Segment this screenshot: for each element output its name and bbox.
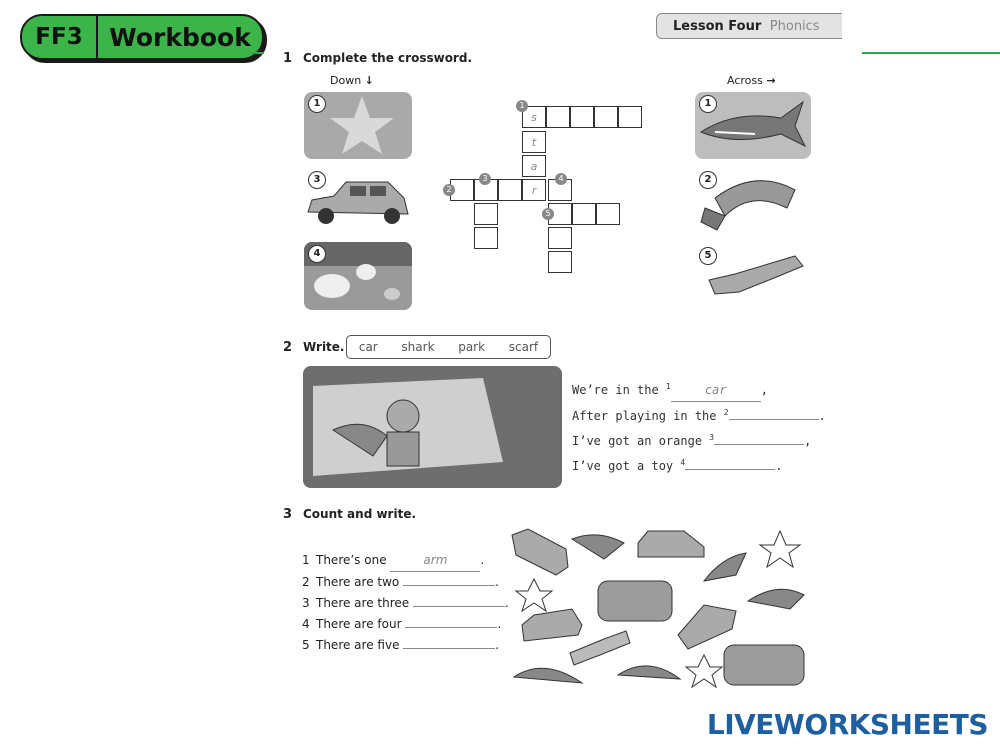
word-bank-item: car — [358, 340, 378, 354]
across-heading — [727, 74, 776, 87]
picture-car — [304, 168, 412, 230]
answer-blank[interactable] — [729, 419, 819, 420]
answer-blank[interactable] — [714, 444, 804, 445]
grid-cell[interactable] — [572, 203, 596, 225]
item-text: There are three — [316, 596, 410, 610]
picture-number: 4 — [308, 245, 326, 263]
grid-cell-letter[interactable]: a — [522, 155, 546, 177]
answer-blank[interactable] — [403, 648, 495, 649]
crossword-grid — [440, 100, 660, 280]
grid-cell[interactable] — [596, 203, 620, 225]
exercise-1-heading — [283, 51, 472, 66]
arrow-down-icon: ↓ — [364, 74, 374, 87]
list-item: 2 There are two . — [302, 572, 509, 593]
car-window-illustration — [303, 366, 562, 488]
sentence — [572, 376, 826, 402]
punctuation: , — [760, 383, 768, 397]
exercise-number: 1 — [283, 51, 293, 66]
grid-number: 5 — [542, 208, 554, 220]
blank-number: 1 — [665, 382, 671, 391]
grid-cell-letter[interactable]: r — [522, 179, 546, 201]
item-number: 1 — [302, 553, 310, 567]
answer-blank[interactable] — [405, 627, 497, 628]
grid-cell[interactable] — [548, 251, 572, 273]
word-bank — [346, 335, 551, 359]
item-number: 5 — [302, 638, 310, 652]
picture-number: 3 — [308, 171, 326, 189]
list-item: 4 There are four . — [302, 614, 509, 635]
arrow-right-icon: → — [766, 74, 776, 87]
level-label: FF3 — [22, 16, 98, 58]
across-label: Across — [727, 74, 763, 87]
picture-boy-in-car — [303, 366, 562, 488]
grid-cell[interactable] — [474, 227, 498, 249]
list-item: 5 There are five . — [302, 635, 509, 656]
answer-blank[interactable] — [685, 469, 775, 470]
down-label: Down — [330, 74, 362, 87]
answer-blank[interactable]: car — [671, 380, 761, 402]
sentence-list — [572, 376, 826, 477]
word-bank-item: park — [458, 340, 486, 354]
picture-number: 5 — [699, 247, 717, 265]
blank-number: 3 — [709, 433, 715, 442]
sentence — [572, 427, 826, 452]
sentence — [572, 402, 826, 427]
answer-blank[interactable]: arm — [390, 550, 480, 572]
lesson-tab — [656, 13, 842, 39]
list-item: 1 There’s one arm . — [302, 550, 509, 572]
picture-number: 1 — [308, 95, 326, 113]
grid-cell[interactable] — [570, 106, 594, 128]
exercise-3-heading — [283, 507, 416, 522]
item-number: 2 — [302, 575, 310, 589]
item-text: There’s one — [316, 553, 387, 567]
exercise-title: Write. — [303, 340, 345, 354]
grid-number: 1 — [516, 100, 528, 112]
picture-number: 1 — [699, 95, 717, 113]
list-item: 3 There are three . — [302, 593, 509, 614]
item-number: 3 — [302, 596, 310, 610]
exercise-2-heading — [283, 340, 345, 355]
sentence-text: I’ve got an orange — [572, 434, 703, 448]
sentence-text: We’re in the — [572, 383, 659, 397]
divider — [862, 52, 1000, 54]
grid-cell[interactable] — [618, 106, 642, 128]
book-label: Workbook — [109, 22, 251, 52]
word-bank-item: scarf — [508, 340, 539, 354]
lesson-title: Lesson Four — [673, 19, 762, 34]
answer-blank[interactable] — [413, 606, 505, 607]
answer-blank[interactable] — [403, 585, 495, 586]
item-text: There are four — [316, 617, 402, 631]
picture-farm — [304, 242, 412, 310]
word-bank-item: shark — [401, 340, 435, 354]
count-list — [302, 550, 509, 656]
picture-number: 2 — [699, 171, 717, 189]
collage-illustration — [508, 525, 808, 700]
lesson-topic: Phonics — [769, 19, 820, 34]
blank-number: 2 — [723, 408, 729, 417]
sentence-text: After playing in the — [572, 409, 717, 423]
picture-shark — [695, 92, 811, 159]
grid-cell[interactable] — [548, 227, 572, 249]
exercise-title: Count and write. — [303, 507, 417, 521]
grid-cell-letter[interactable]: s — [522, 106, 546, 128]
grid-number: 3 — [479, 173, 491, 185]
down-heading — [330, 74, 374, 87]
picture-scarf — [695, 168, 811, 234]
item-text: There are two — [316, 575, 400, 589]
grid-number: 4 — [555, 173, 567, 185]
blank-number: 4 — [680, 458, 686, 467]
grid-cell[interactable] — [546, 106, 570, 128]
picture-star — [304, 92, 412, 159]
exercise-title: Complete the crossword. — [303, 51, 473, 65]
picture-arm — [695, 244, 811, 310]
sentence-text: I’ve got a toy — [572, 459, 674, 473]
exercise-number: 2 — [283, 340, 293, 355]
grid-cell-letter[interactable]: t — [522, 131, 546, 153]
divider — [252, 52, 264, 54]
item-text: There are five — [316, 638, 400, 652]
exercise-number: 3 — [283, 507, 293, 522]
grid-cell[interactable] — [594, 106, 618, 128]
counting-collage — [508, 525, 808, 700]
punctuation: . — [775, 459, 783, 473]
workbook-badge — [20, 14, 264, 60]
grid-cell[interactable] — [474, 203, 498, 225]
grid-cell[interactable] — [498, 179, 522, 201]
punctuation: . — [818, 409, 826, 423]
item-number: 4 — [302, 617, 310, 631]
punctuation: , — [804, 434, 812, 448]
sentence — [572, 452, 826, 477]
grid-number: 2 — [443, 184, 455, 196]
brand-logo: LIVEWORKSHEETS — [706, 708, 988, 741]
